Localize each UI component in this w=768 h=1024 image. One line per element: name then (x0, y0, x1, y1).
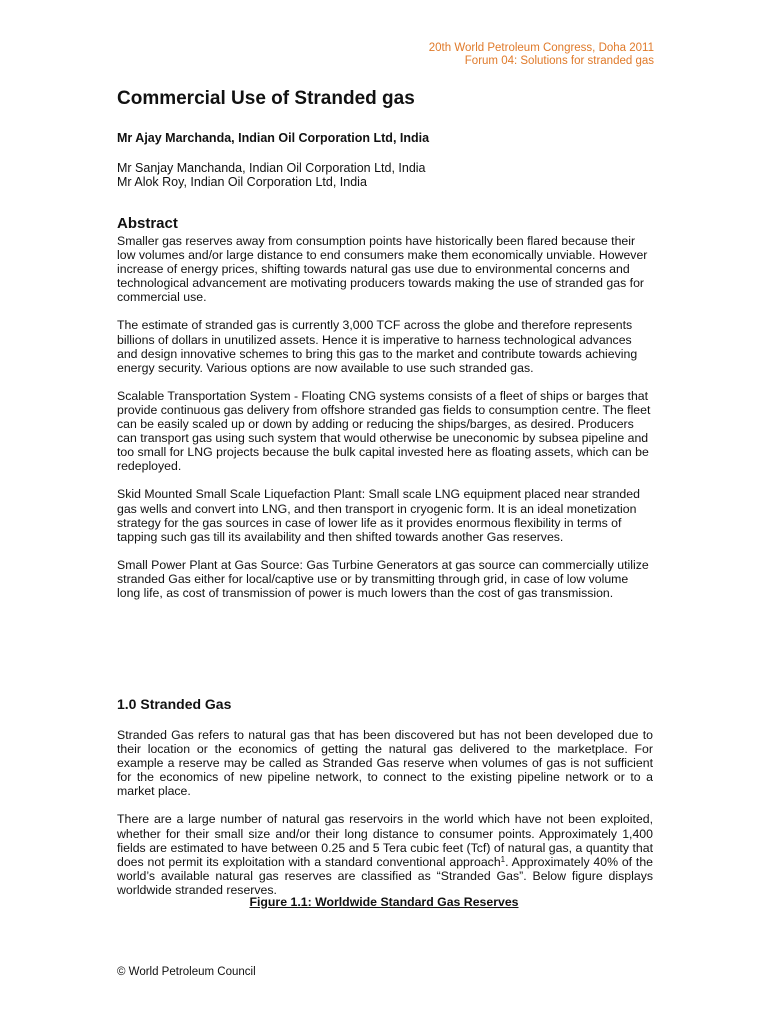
footnote-marker[interactable]: 1 (500, 854, 506, 864)
paper-title: Commercial Use of Stranded gas (117, 88, 415, 109)
section-body (117, 728, 653, 897)
abstract-heading: Abstract (117, 215, 178, 232)
abstract-paragraph: Smaller gas reserves away from consumption points have historically been flared because their low volumes and/or large distance to end consumers make them economically unviable. However increase of energy prices, shifting towards natural gas use due to environmental concerns and technological advancement are motivating producers towards making the use of stranded gas for commercial use. (117, 234, 648, 305)
figure-caption: Figure 1.1: Worldwide Standard Gas Reserves (249, 895, 519, 909)
abstract-paragraph: The estimate of stranded gas is currently 3,000 TCF across the globe and therefore represents billions of dollars in unutilized assets. Hence it is imperative to harness technological advances and design innovative schemes to bring this gas to the market and contribute towards achieving energy security. Various options are now available to use such stranded gas. (117, 318, 638, 375)
coauthor: Mr Sanjay Manchanda, Indian Oil Corporation Ltd, India (117, 161, 426, 175)
abstract-paragraph: Scalable Transportation System - Floating CNG systems consists of a fleet of ships or barges that provide continuous gas delivery from offshore stranded gas fields to consumption centre. The fleet can be easily scaled up or down by adding or reducing the ships/barges, as desired. Producers can transport gas using such system that would otherwise be uneconomic by subsea pipeline and too small for LNG projects because the bulk capital invested here as floating assets, which can be redeployed. (117, 388, 651, 474)
conference-name: 20th World Petroleum Congress, Doha 2011 (428, 42, 654, 54)
section-paragraph: Stranded Gas refers to natural gas that has been discovered but has not been developed due to their location or the economics of getting the natural gas delivered to the marketplace. For example a reserve may be called as Stranded Gas reserve when volumes of gas is not sufficient for the economics of new pipeline network, to connect to the existing pipeline network or to a market place. (117, 728, 653, 799)
paragraph-text: . Approximately 40% of the world’s available natural gas reserves are classified as “Stranded Gas”. Below figure displays worldwide stranded reserves. (117, 854, 653, 897)
copyright-footer: © World Petroleum Council (117, 966, 256, 978)
abstract-body (117, 234, 654, 614)
coauthor: Mr Alok Roy, Indian Oil Corporation Ltd, India (117, 175, 367, 189)
abstract-paragraph: Skid Mounted Small Scale Liquefaction Plant: Small scale LNG equipment placed near stranded gas wells and convert into LNG, and then transport in cryogenic form. It is an ideal monetization strategy for the gas sources in case of lower life as it provides enormous flexibility in terms of tapping such gas till its availability and then shifted towards another Gas reserves. (117, 487, 640, 544)
forum-name: Forum 04: Solutions for stranded gas (464, 55, 654, 67)
conference-header (429, 42, 654, 68)
abstract-paragraph: Small Power Plant at Gas Source: Gas Turbine Generators at gas source can commercially utilize stranded Gas either for local/captive use or by transmitting through grid, in case of low volume long life, as cost of transmission of power is much lowers than the cost of gas transmission. (117, 557, 649, 600)
section-heading: 1.0 Stranded Gas (117, 696, 232, 712)
lead-author: Mr Ajay Marchanda, Indian Oil Corporation Ltd, India (117, 131, 430, 145)
section-paragraph (117, 812, 653, 897)
paragraph-text: There are a large number of natural gas reservoirs in the world which have not been exploited, whether for their small size and/or their long distance to consumer points. Approximately 1,400 fields are estimated to have between 0.25 and 5 Tera cubic feet (Tcf) of natural gas, a quantity that does not permit its exploitation with a standard conventional approach (117, 812, 653, 869)
coauthor-list (117, 161, 426, 189)
